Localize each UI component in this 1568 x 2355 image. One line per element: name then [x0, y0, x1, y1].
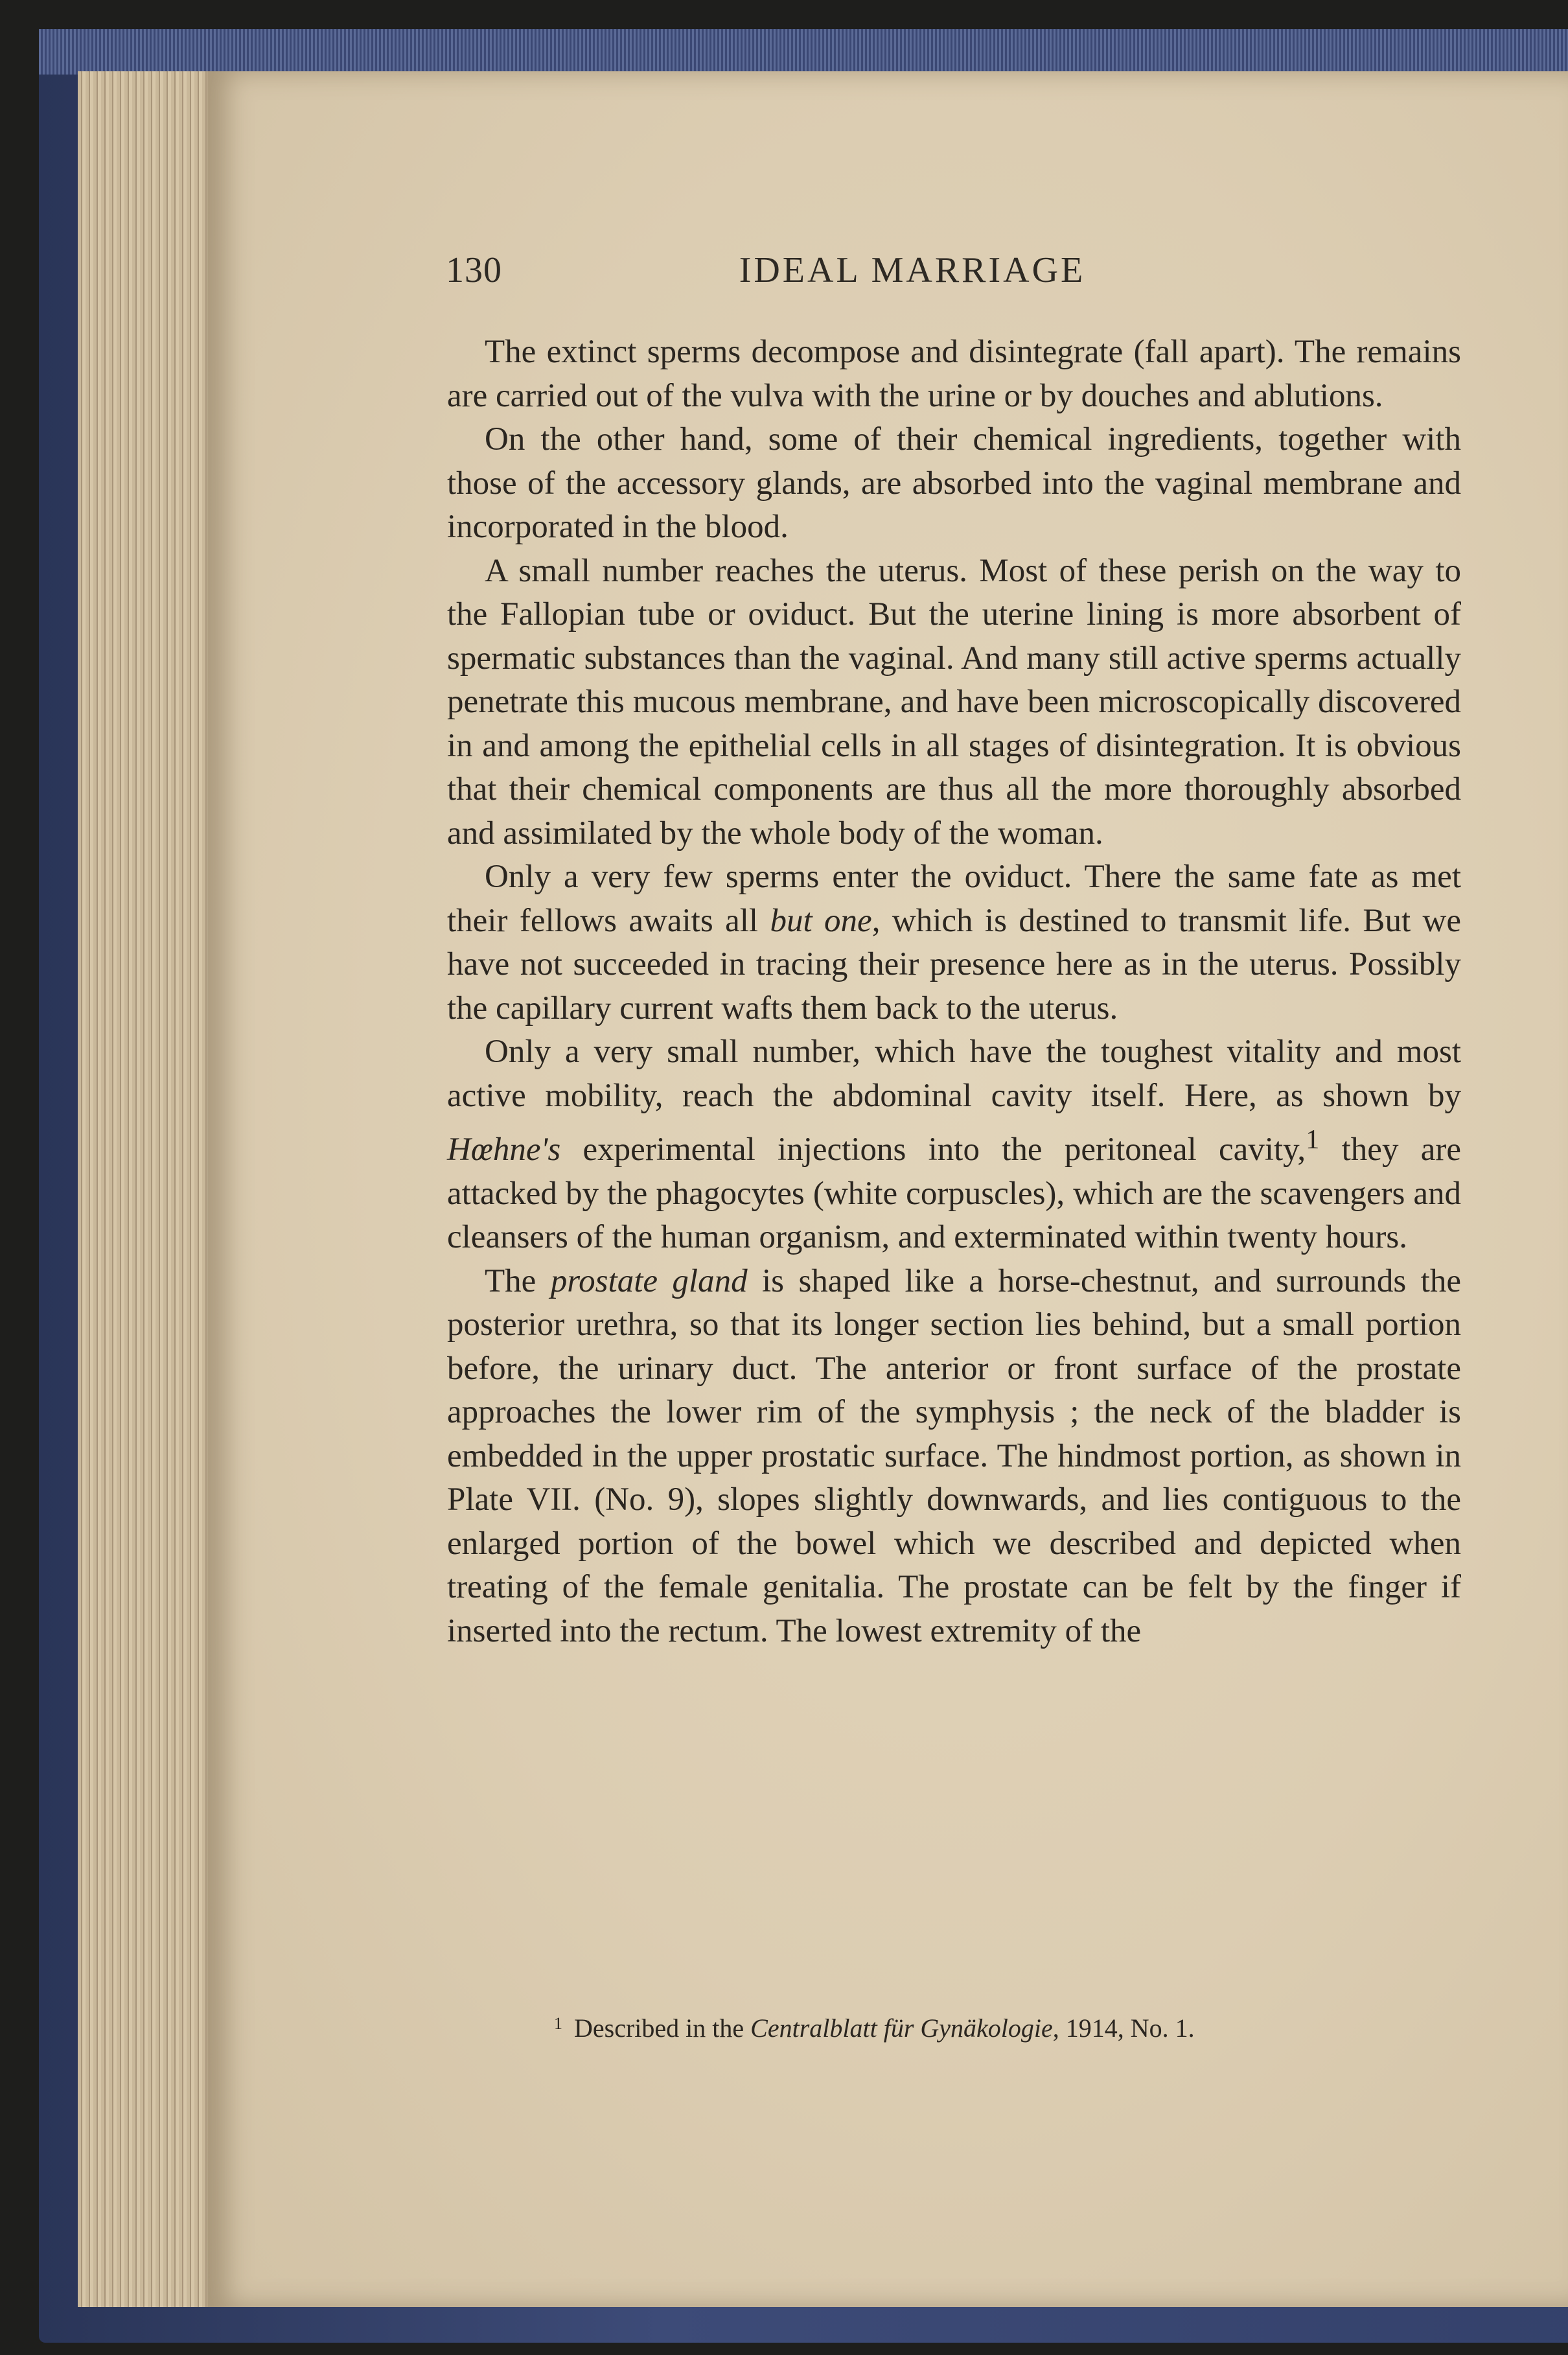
emphasis: but one [770, 902, 872, 939]
paragraph: A small number reaches the uterus. Most of these perish on the way to the Fallopian tube or oviduct. But the uterine lining is more absorbent of spermatic substances than the vaginal. And many still active sperms actually penetrate this mucous membrane, and have been microscopically discovered in and among the epithelial cells in all stages of disintegration. It is obvious that their chemical components are thus all the more thoroughly absorbed and assimilated by the whole body of the woman. [447, 552, 1461, 852]
page-edges [78, 71, 220, 2307]
running-head [446, 249, 1463, 295]
body-text [447, 331, 1461, 1653]
paragraph: Only a very few sperms enter the oviduct. There the same fate as met their fellows awaits all but one, which is destined to transmit life. But we have not succeeded in tracing their presence here as in the uterus. Possibly the capillary current wafts them back to the uterus. [447, 859, 1461, 1027]
footnote: $^1$ Described in the Centralblatt für Gynäkologie, 1914, No. 1. [554, 2013, 1195, 2043]
paragraph: The prostate gland is shaped like a horse-chestnut, and surrounds the posterior urethra, so that its longer section lies behind, but a small portion before, the urinary duct. The anterior or front surface of the prostate approaches the lower rim of the symphysis ; the neck of the bladder is embedded in the upper prostatic surface. The hindmost portion, as shown in Plate VII. (No. 9), slopes slightly downwards, and lies contiguous to the enlarged portion of the bowel which we described and depicted when treating of the female genitalia. The prostate can be felt by the finger if inserted into the rectum. The lowest extremity of the [447, 1262, 1461, 1649]
page-number: 130 [446, 250, 502, 290]
emphasis: prostate gland [550, 1262, 748, 1299]
journal-title: Centralblatt für Gynäkologie [750, 2013, 1053, 2043]
book-cloth-edge [39, 29, 1568, 75]
paragraph: Only a very small number, which have the toughest vitality and most active mobility, reach the abdominal cavity itself. Here, as shown by Hœhne's experimental injections into the peritoneal cavity,$^1$ they are attacked by the phagocytes (white corpuscles), which are the scavengers and cleansers of the human organism, and exterminated within twenty hours. [447, 1034, 1461, 1255]
footnote-ref: 1 [1306, 1124, 1320, 1155]
running-title: IDEAL MARRIAGE [739, 250, 1086, 290]
footnote-marker: 1 [554, 2014, 562, 2033]
emphasis: Hœhne's [447, 1131, 561, 1168]
paragraph: The extinct sperms decompose and disintegrate (fall apart). The remains are carried out of the vulva with the urine or by douches and ablutions. [447, 334, 1461, 414]
paragraph: On the other hand, some of their chemical ingredients, together with those of the accessory glands, are absorbed into the vaginal membrane and incorporated in the blood. [447, 421, 1461, 545]
